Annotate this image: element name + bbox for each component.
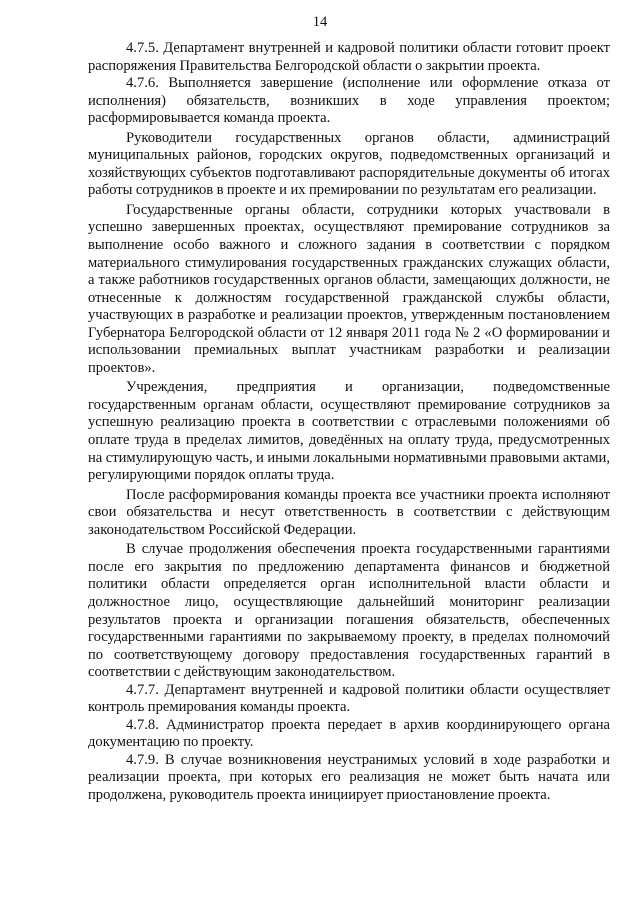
paragraph-state-bodies-bonus: Государственные органы области, сотрудники которых участвовали в успешно завершенных проектах, осуществляют премирование сотрудников за выполнение особо важного и сложного задания в соответствии с порядком материального стимулирования государственных гражданских служащих области, а также работников государственных органов области, замещающих должности, не отнесенные к должностям государственной гражданской службы области, участвующих в разработке и реализации проектов, утвержденным постановлением Губернатора Белгородской области от 12 января 2011 года № 2 «О формировании и использовании премиальных выплат участникам разработки и реализации проектов». <box>88 201 610 376</box>
paragraph-4-7-5: 4.7.5. Департамент внутренней и кадровой политики области готовит проект распоряжения Правительства Белгородской области о закрытии проекта. <box>88 40 610 74</box>
document-body <box>88 40 610 805</box>
paragraph-heads-documents: Руководители государственных органов области, администраций муниципальных районов, городских округов, подведомственных организаций и хозяйствующих субъектов подготавливают распорядительные документы об итогах работы сотрудников в проекте и их премировании по результатам его реализации. <box>88 129 610 199</box>
paragraph-4-7-6: 4.7.6. Выполняется завершение (исполнение или оформление отказа от исполнения) обязательств, возникших в ходе управления проектом; расформировывается команда проекта. <box>88 75 610 127</box>
paragraph-institutions-bonus: Учреждения, предприятия и организации, подведомственные государственным органам области, осуществляют премирование сотрудников за успешную реализацию проекта в соответствии с отраслевыми положениями об оплате труда в пределах лимитов, доведённых на оплату труда, предусмотренных на стимулирующую часть, и иными локальными нормативными правовыми актами, регулирующими порядок оплаты труда. <box>88 379 610 484</box>
page-number: 14 <box>312 14 328 30</box>
paragraph-state-guarantees: В случае продолжения обеспечения проекта государственными гарантиями после его закрытия по предложению департамента финансов и бюджетной политики области определяется орган исполнительной власти области и должностное лицо, осуществляющие дальнейший мониторинг реализации результатов проекта и организации погашения обязательств, обеспеченных государственными гарантиями по закрываемому проекту, в пределах полномочий по соответствующему договору предоставления государственных гарантий в соответствии с действующим законодательством. <box>88 541 610 681</box>
paragraph-team-disband: После расформирования команды проекта все участники проекта исполняют свои обязательства и несут ответственность в соответствии с действующим законодательством Российской Федерации. <box>88 486 610 538</box>
paragraph-4-7-9: 4.7.9. В случае возникновения неустранимых условий в ходе разработки и реализации проекта, при которых его реализация не может быть начата или продолжена, руководитель проекта инициирует приостановление проекта. <box>88 751 610 803</box>
paragraph-4-7-8: 4.7.8. Администратор проекта передает в архив координирующего органа документацию по проекту. <box>88 716 610 751</box>
paragraph-4-7-7: 4.7.7. Департамент внутренней и кадровой политики области осуществляет контроль премирования команды проекта. <box>88 681 610 716</box>
